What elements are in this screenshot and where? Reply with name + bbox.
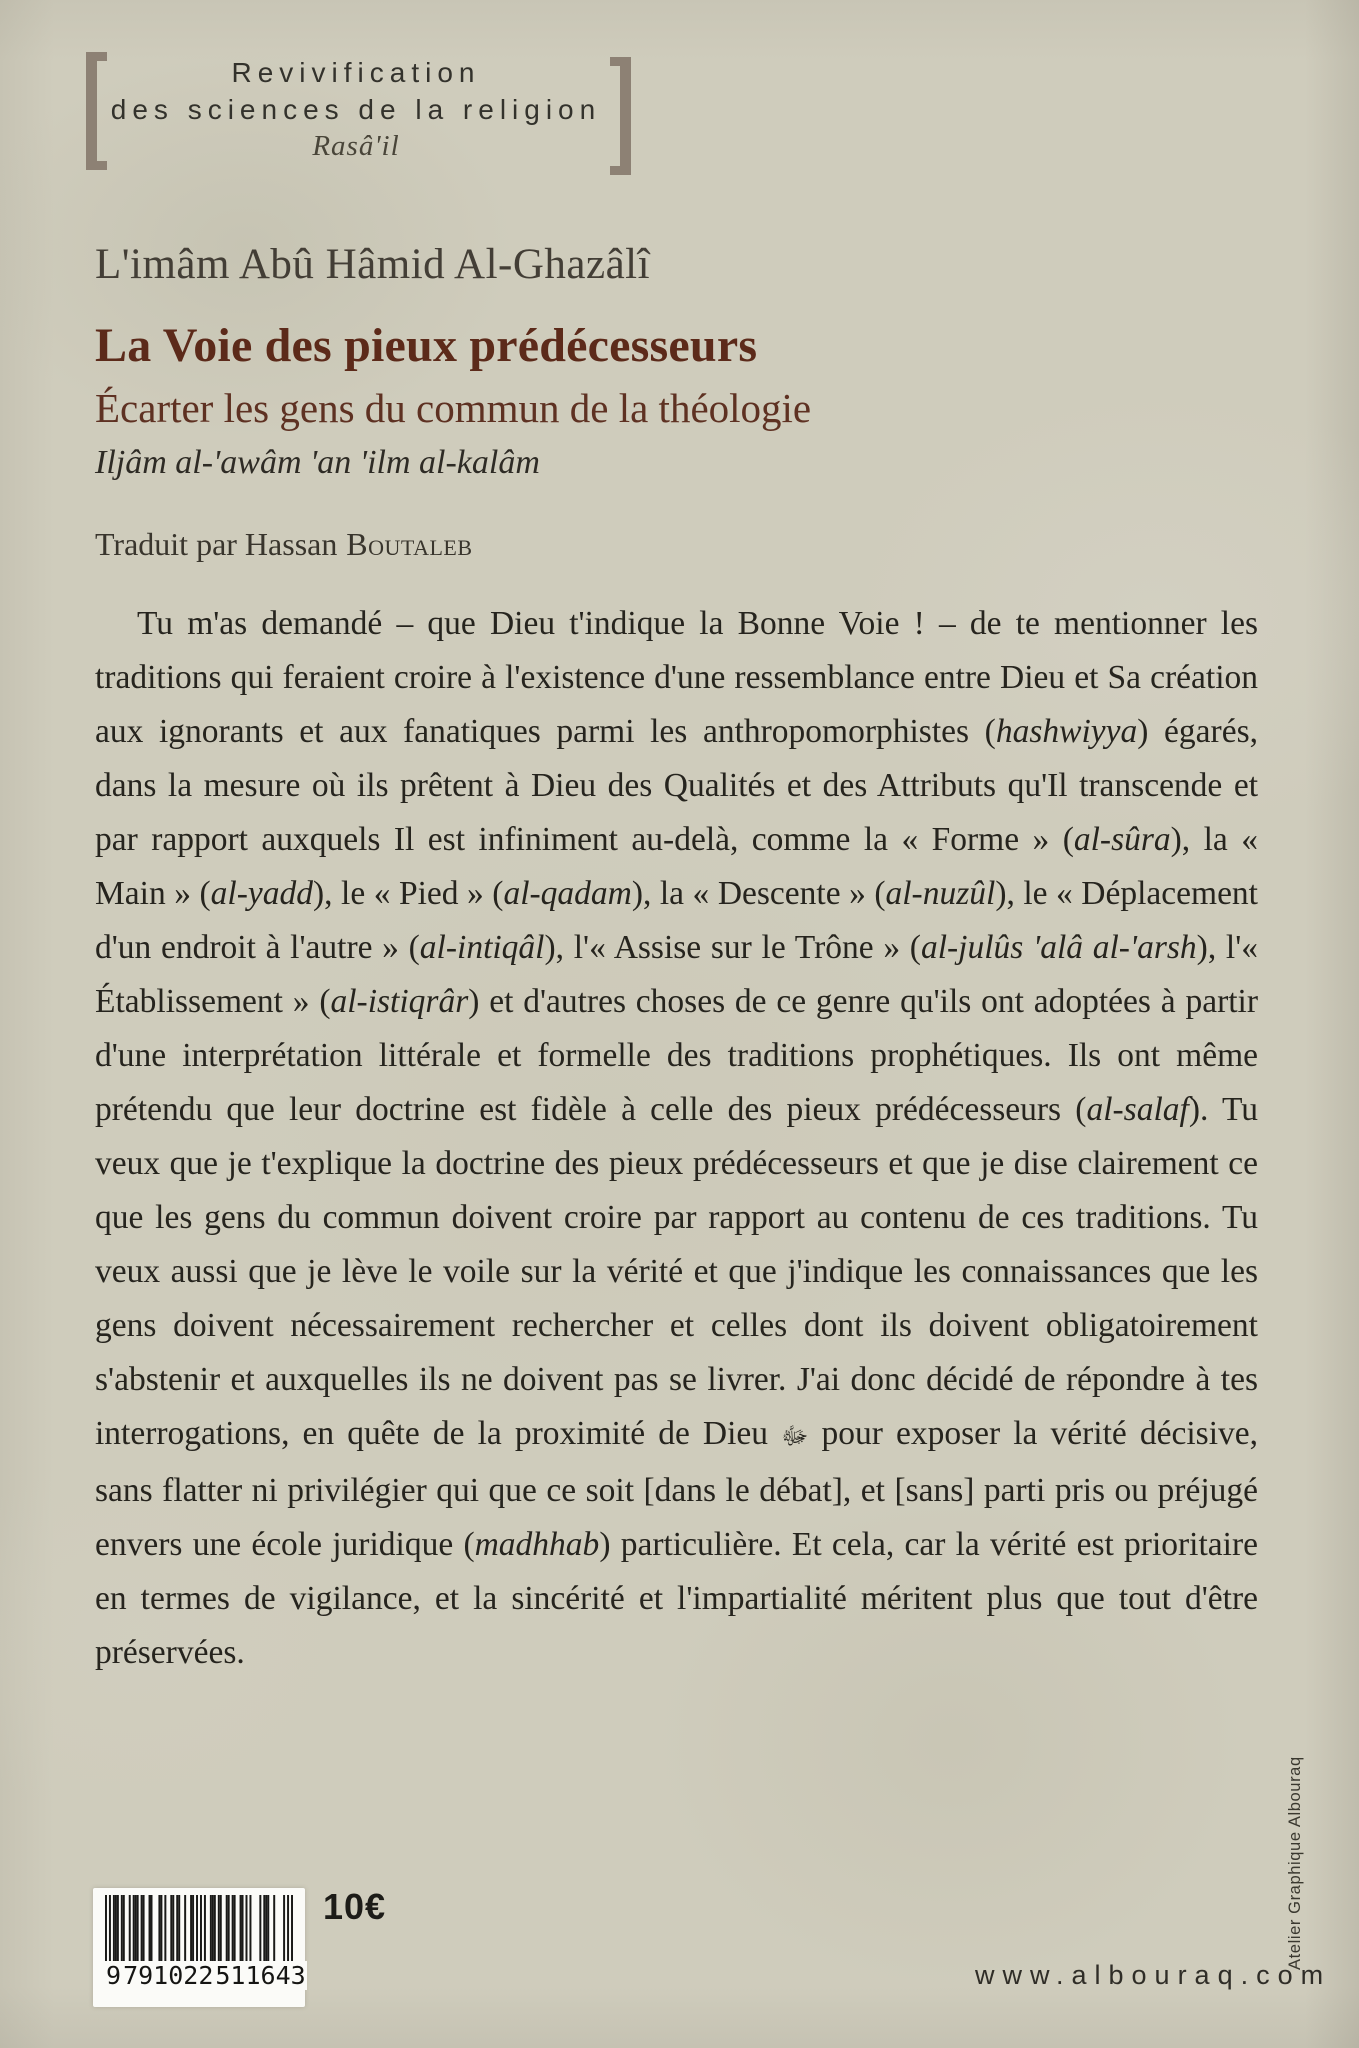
body-text xyxy=(95,597,1258,1680)
body-italic-term: al-yadd xyxy=(210,875,313,912)
translator-credit xyxy=(95,526,473,563)
body-italic-term: hashwiyya xyxy=(995,713,1138,750)
book-title: La Voie des pieux prédécesseurs xyxy=(95,319,758,372)
body-text-run: ), la « Descente » ( xyxy=(631,875,886,912)
series-bracket-right-icon xyxy=(610,57,631,175)
arabic-transliteration: Iljâm al-'awâm 'an 'ilm al-kalâm xyxy=(95,444,540,481)
author-name: L'imâm Abû Hâmid Al-Ghazâlî xyxy=(95,241,651,288)
body-italic-term: al-qadam xyxy=(503,875,632,912)
series-header xyxy=(100,54,612,164)
body-text-run: ), le « Pied » ( xyxy=(312,875,504,912)
body-italic-term: al-sûra xyxy=(1073,821,1171,858)
body-text-run: ), la « Main » ( xyxy=(95,821,1258,912)
body-italic-term: al-intiqâl xyxy=(419,929,545,966)
book-subtitle: Écarter les gens du commun de la théologie xyxy=(95,385,812,431)
body-text-run: ), l'« Assise sur le Trône » ( xyxy=(544,929,921,966)
honorific-glyph: ﷻ xyxy=(781,1424,809,1450)
studio-credit-vertical: Atelier Graphique Albouraq xyxy=(1286,1756,1304,1970)
body-italic-term: al-istiqrâr xyxy=(330,983,469,1020)
body-text-run: ) égarés, dans la mesure où ils prêtent à Dieu des Qualités et des Attributs qu'Il transcende et par rapport auxquels Il est infiniment au-delà, comme la « Forme » ( xyxy=(95,713,1258,858)
body-italic-term: al-julûs 'alâ al-'arsh xyxy=(920,929,1197,966)
body-text-run: Tu m'as demandé – que Dieu t'indique la Bonne Voie ! – de te mentionner les traditions qui feraient croire à l'existence d'une ressemblance entre Dieu et Sa création aux ignorants et aux fanatiques parmi les anthropomorphistes ( xyxy=(95,605,1258,750)
barcode-number xyxy=(105,1961,306,1990)
body-text-run: ) particulière. Et cela, car la vérité est prioritaire en termes de vigilance, et la sincérité et l'impartialité méritent plus que tout d'être préservées. xyxy=(95,1526,1258,1671)
body-text-run: ), le « Déplacement d'un endroit à l'autre » ( xyxy=(95,875,1258,966)
series-subtitle-italic: Rasâ'il xyxy=(312,130,400,162)
translator-prefix: Traduit par Hassan xyxy=(95,526,338,562)
series-title-line2: des sciences de la religion xyxy=(110,94,602,125)
body-italic-term: madhhab xyxy=(474,1526,600,1563)
body-italic-term: al-nuzûl xyxy=(885,875,996,912)
translator-name: Boutaleb xyxy=(346,526,473,562)
body-italic-term: al-salaf xyxy=(1086,1091,1189,1128)
body-text-run: ) et d'autres choses de ce genre qu'ils ont adoptées à partir d'une interprétation littérale et formelle des traditions prophétiques. Ils ont même prétendu que leur doctrine est fidèle à celle des pieux prédécesseurs ( xyxy=(95,983,1259,1128)
publisher-website: www.albouraq.com xyxy=(975,1960,1332,1990)
barcode-label xyxy=(93,1888,305,2007)
barcode-digit-group: 9 xyxy=(106,1961,122,1990)
body-text-run: pour exposer la vérité décisive, sans flatter ni privilégier qui que ce soit [dans le débat], et [sans] parti pris ou préjugé envers une école juridique ( xyxy=(95,1415,1258,1563)
series-title-line1: Revivification xyxy=(231,57,481,88)
body-text-run: ). Tu veux que je t'explique la doctrine des pieux prédécesseurs et que je dise clairement ce que les gens du commun doivent croire par rapport au contenu de ces traditions. Tu veux aussi que je lève le voile sur la vérité et que j'indique les connaissances que les gens doivent nécessairement rechercher et celles dont ils doivent obligatoirement s'abstenir et auxquelles ils ne doivent pas se livrer. J'ai donc décidé de répondre à tes interrogations, en quête de la proximité de Dieu xyxy=(95,1091,1258,1452)
barcode-digit-group: 511643 xyxy=(215,1961,306,1990)
body-text-run: ), l'« Établissement » ( xyxy=(95,929,1259,1020)
price-label: 10€ xyxy=(323,1886,387,1927)
barcode-digit-group: 791022 xyxy=(123,1961,214,1990)
